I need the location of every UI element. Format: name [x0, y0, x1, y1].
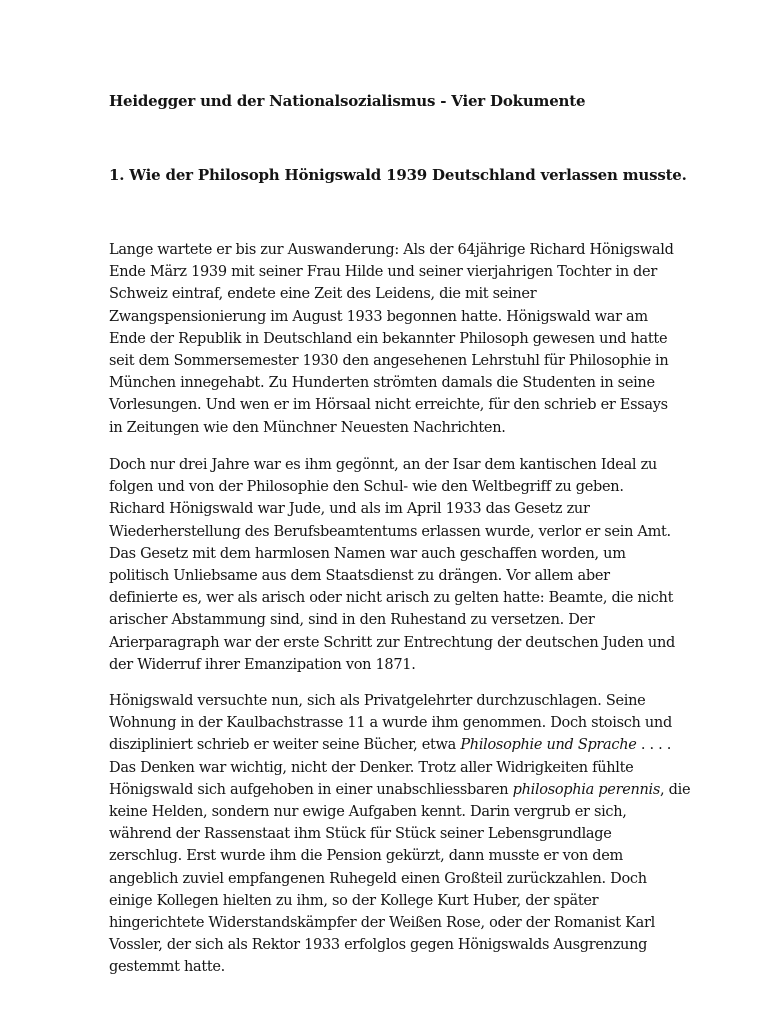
paragraph-1	[109, 239, 674, 439]
paragraph-line: Vossler, der sich als Rektor 1933 erfolglos gegen Hönigswalds Ausgrenzung	[109, 937, 648, 954]
document-title: Heidegger und der Nationalsozialismus - Vier Dokumente	[109, 92, 586, 110]
paragraph-line: arischer Abstammung sind, sind in den Ruhestand zu versetzen. Der	[109, 612, 595, 629]
paragraph-line: Hönigswald versuchte nun, sich als Privatgelehrter durchzuschlagen. Seine	[109, 693, 646, 709]
paragraph-2	[109, 454, 675, 676]
paragraph-line: Wiederherstellung des Berufsbeamtentums erlassen wurde, verlor er sein Amt.	[109, 523, 671, 540]
paragraph-line: Das Denken war wichtig, nicht der Denker. Trotz aller Widrigkeiten fühlte	[109, 759, 634, 776]
paragraph-line: keine Helden, sondern nur ewige Aufgaben kennt. Darin vergrub er sich,	[109, 804, 627, 821]
paragraph-line: während der Rassenstaat ihm Stück für Stück seiner Lebensgrundlage	[109, 826, 612, 843]
text-run: diszipliniert schrieb er weiter seine Bücher, etwa	[109, 737, 461, 754]
text-run: Hönigswald sich aufgehoben in einer unabschliessbaren	[109, 781, 513, 798]
paragraph-line: folgen und von der Philosophie den Schul- wie den Weltbegriff zu geben.	[109, 479, 624, 496]
paragraph-line: Doch nur drei Jahre war es ihm gegönnt, an der Isar dem kantischen Ideal zu	[109, 457, 657, 473]
paragraph-line: der Widerruf ihrer Emanzipation von 1871.	[109, 656, 416, 673]
latin-term: philosophia perennis	[512, 781, 661, 798]
paragraph-line: zerschlug. Erst wurde ihm die Pension gekürzt, dann musste er von dem	[109, 848, 624, 865]
paragraph-line: Lange wartete er bis zur Auswanderung: Als der 64jährige Richard Hönigswald	[109, 242, 674, 258]
paragraph-line: Wohnung in der Kaulbachstrasse 11 a wurde ihm genommen. Doch stoisch und	[109, 715, 672, 732]
paragraph-line: Ende März 1939 mit seiner Frau Hilde und seiner vierjahrigen Tochter in der	[109, 264, 657, 281]
paragraph-line: angeblich zuviel empfangenen Ruhegeld einen Großteil zurückzahlen. Doch	[109, 870, 647, 887]
paragraph-line: Richard Hönigswald war Jude, und als im April 1933 das Gesetz zur	[109, 501, 590, 518]
paragraph-line: hingerichtete Widerstandskämpfer der Weißen Rose, oder der Romanist Karl	[109, 915, 655, 932]
paragraph-3	[109, 690, 690, 979]
paragraph-line: München innegehabt. Zu Hunderten strömten damals die Studenten in seine	[109, 375, 655, 392]
paragraph-line	[109, 734, 690, 756]
paragraph-line: Zwangspensionierung im August 1933 begonnen hatte. Hönigswald war am	[109, 308, 648, 325]
paragraph-line: seit dem Sommersemester 1930 den angesehenen Lehrstuhl für Philosophie in	[109, 353, 669, 370]
paragraph-line: Ende der Republik in Deutschland ein bekannter Philosoph gewesen und hatte	[109, 330, 668, 347]
paragraph-line: Schweiz eintraf, endete eine Zeit des Leidens, die mit seiner	[109, 286, 537, 303]
paragraph-line: Vorlesungen. Und wen er im Hörsaal nicht erreichte, für den schrieb er Essays	[109, 397, 668, 414]
paragraph-line: politisch Unliebsame aus dem Staatsdienst zu drängen. Vor allem aber	[109, 568, 610, 585]
paragraph-line	[109, 779, 690, 801]
text-run: . . . .	[636, 737, 672, 754]
paragraph-line: gestemmt hatte.	[109, 959, 225, 976]
text-run: , die	[660, 781, 691, 798]
paragraph-line: in Zeitungen wie den Münchner Neuesten Nachrichten.	[109, 419, 506, 436]
paragraph-line: einige Kollegen hielten zu ihm, so der Kollege Kurt Huber, der später	[109, 892, 599, 909]
paragraph-line: definierte es, wer als arisch oder nicht arisch zu gelten hatte: Beamte, die nicht	[109, 590, 674, 607]
section-heading: 1. Wie der Philosoph Hönigswald 1939 Deutschland verlassen musste.	[109, 166, 687, 184]
book-title: Philosophie und Sprache	[460, 737, 637, 754]
paragraph-line: Das Gesetz mit dem harmlosen Namen war auch geschaffen worden, um	[109, 545, 626, 562]
paragraph-line: Arierparagraph war der erste Schritt zur Entrechtung der deutschen Juden und	[109, 634, 675, 651]
